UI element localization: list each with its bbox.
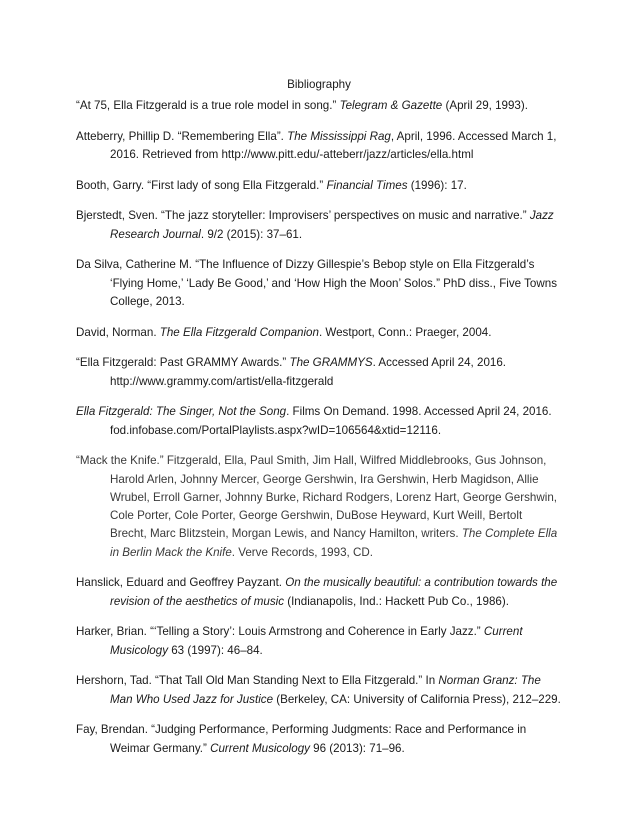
entry-text: Hershorn, Tad. “That Tall Old Man Standing Next to Ella Fitzgerald.” In [76, 674, 439, 688]
entry-italic-title: The GRAMMYS [289, 356, 373, 370]
entry-italic-title: Financial Times [326, 178, 408, 192]
entry-text: (Indianapolis, Ind.: Hackett Pub Co., 1986). [284, 594, 509, 608]
entry-text: “At 75, Ella Fitzgerald is a true role model in song.” [76, 99, 340, 112]
bibliography-entry [76, 324, 562, 342]
entry-text: Booth, Garry. “First lady of song Ella Fitzgerald.” [76, 178, 327, 192]
entry-text: Harker, Brian. “‘Telling a Story’: Louis Armstrong and Coherence in Early Jazz.” [76, 625, 484, 639]
bibliography-entry [76, 403, 562, 440]
bibliography-entry [76, 672, 562, 709]
entry-text: . Verve Records, 1993, CD. [231, 545, 373, 559]
entry-text: . Accessed April 24, 2016. http://www.grammy.com/artist/ella-fitzgerald [110, 356, 507, 388]
entry-italic-title: Current Musicology [110, 625, 523, 657]
entry-text: “Ella Fitzgerald: Past GRAMMY Awards.” [76, 356, 290, 370]
bibliography-entry [76, 623, 562, 660]
entry-text: . Films On Demand. 1998. Accessed April 24, 2016. fod.infobase.com/PortalPlaylists.aspx?wID=106564&xtid=12116. [110, 405, 552, 437]
entry-text: . Westport, Conn.: Praeger, 2004. [318, 325, 492, 339]
bibliography-entry [76, 574, 562, 611]
entry-text: 96 (2013): 71–96. [309, 741, 405, 755]
entry-text: Da Silva, Catherine M. “The Influence of Dizzy Gillespie’s Bebop style on Ella Fitzgerald’s ‘Flying Home,’ ‘Lady Be Good,’ and ‘How High the Moon’ Solos.” PhD diss., Five Towns College, 2013. [76, 258, 557, 308]
entry-text: 63 (1997): 46–84. [168, 643, 263, 657]
entry-italic-title: Current Musicology [210, 741, 310, 755]
entry-text: “Mack the Knife.” Fitzgerald, Ella, Paul Smith, Jim Hall, Wilfred Middlebrooks, Gus Johnson, Harold Arlen, Johnny Mercer, George Gershwin, Ira Gershwin, Herb Magidson, Allie Wrubel, Erroll Garner, Johnny Burke, Richard Rodgers, Lorenz Hart, George Gershwin, Cole Porter, Cole Porter, George Gershwin, DuBose Heyward, Kurt Weill, Bertolt Brecht, Marc Blitzstein, Morgan Lewis, and Nancy Hamilton, writers. [76, 454, 557, 541]
entry-italic-title: The Complete Ella in Berlin Mack the Knife [110, 527, 558, 559]
entry-italic-title: Norman Granz: The Man Who Used Jazz for Justice [110, 674, 541, 706]
entry-italic-title: The Mississippi Rag [287, 129, 391, 143]
entry-text: Hanslick, Eduard and Geoffrey Payzant. [76, 576, 286, 590]
bibliography-entry [76, 207, 562, 244]
entry-text: Atteberry, Phillip D. “Remembering Ella”. [76, 129, 288, 143]
entry-italic-title: The Ella Fitzgerald Companion [159, 325, 319, 339]
bibliography-entry [76, 97, 562, 115]
entry-text: (April 29, 1993). [442, 99, 528, 112]
bibliography-entry [76, 128, 562, 165]
bibliography-entry [76, 354, 562, 391]
bibliography-entry [76, 721, 562, 758]
entry-text: . 9/2 (2015): 37–61. [200, 227, 303, 241]
entry-italic-title: Telegram & Gazette [339, 99, 443, 112]
entry-italic-title: On the musically beautiful: a contribution towards the revision of the aesthetics of music [110, 576, 558, 608]
entry-text: (1996): 17. [407, 178, 467, 192]
bibliography-entry [76, 452, 562, 562]
entry-text: , April, 1996. Accessed March 1, 2016. Retrieved from http://www.pitt.edu/-atteberr/jazz/articles/ella.html [110, 129, 557, 161]
page-title: Bibliography [287, 78, 351, 91]
entry-italic-title: Jazz Research Journal [110, 209, 554, 241]
entry-text: Fay, Brendan. “Judging Performance, Performing Judgments: Race and Performance in Weimar Germany.” [76, 723, 527, 755]
bibliography-list [76, 97, 562, 770]
entry-italic-title: Ella Fitzgerald: The Singer, Not the Song [76, 405, 287, 419]
bibliography-entry [76, 177, 562, 195]
entry-text: David, Norman. [76, 325, 160, 339]
bibliography-entry [76, 256, 562, 311]
entry-text: Bjerstedt, Sven. “The jazz storyteller: Improvisers’ perspectives on music and narrative.” [76, 209, 530, 223]
entry-text: (Berkeley, CA: University of California Press), 212–229. [273, 692, 561, 706]
